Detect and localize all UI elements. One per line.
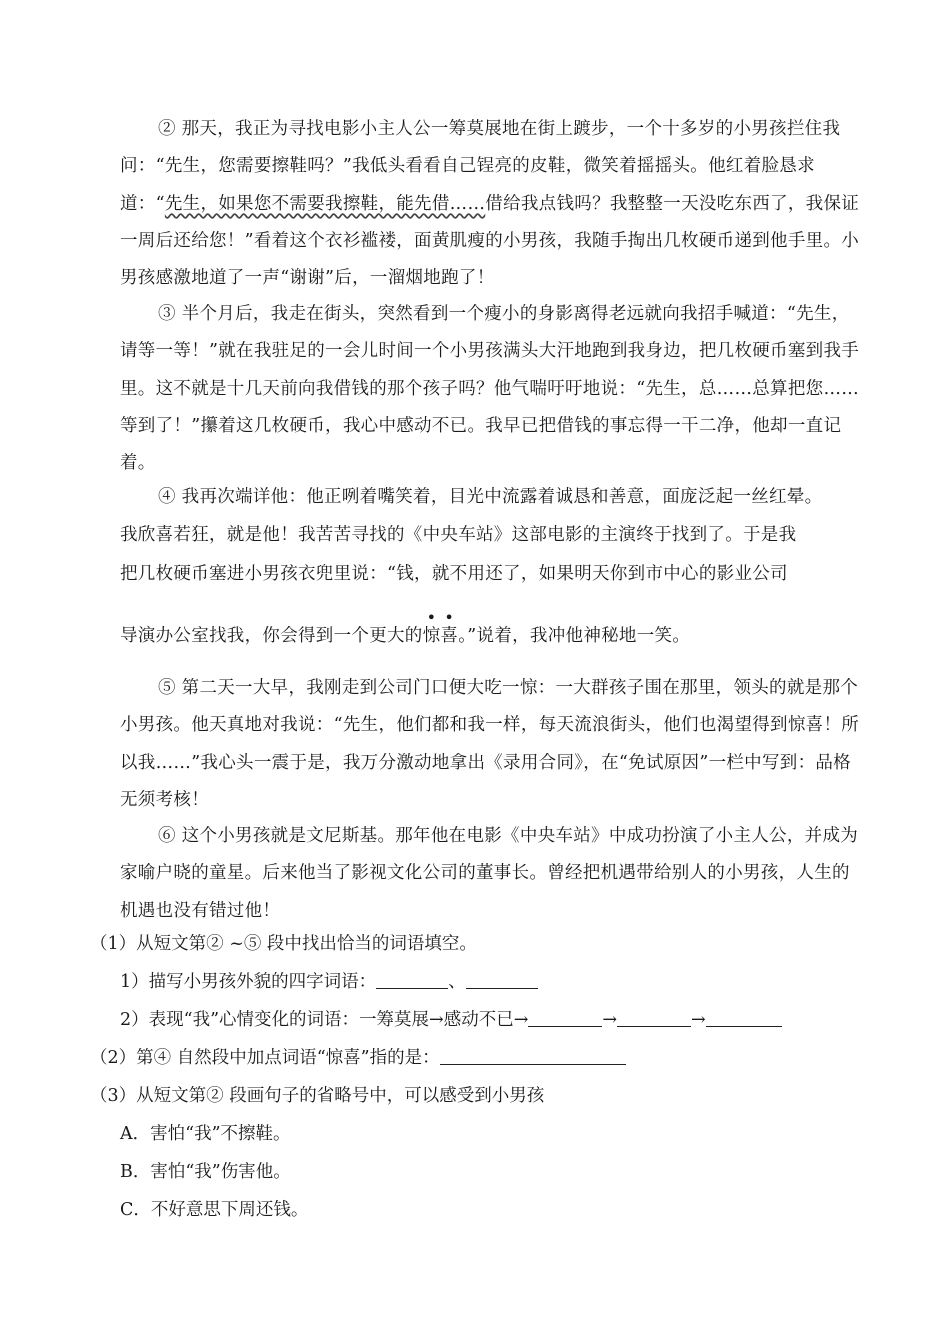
question-1-1 bbox=[120, 967, 538, 997]
answer-blank-3[interactable] bbox=[528, 1008, 602, 1027]
paragraph-4-line-4-after: 。”说着，我冲他神秘地一笑。 bbox=[458, 626, 691, 646]
wavy-underlined-sentence: 先生，如果您不需要我擦鞋，能先借…… bbox=[164, 193, 486, 214]
emphasis-dot-2: • bbox=[444, 608, 455, 627]
answer-blank-1[interactable] bbox=[376, 970, 448, 989]
question-1-1-label: 1）描写小男孩外貌的四字词语： bbox=[120, 972, 377, 992]
paragraph-6: ⑥ 这个小男孩就是文尼斯基。那年他在电影《中央车站》中成功扮演了小主人公，并成为家喻户晓的童星。后来他当了影视文化公司的董事长。曾经把机遇带给别人的小男孩，人生的机遇也没有错过他！ bbox=[120, 826, 859, 921]
question-3: （3）从短文第② 段画句子的省略号中，可以感受到小男孩 bbox=[90, 1086, 545, 1106]
answer-blank-6[interactable] bbox=[440, 1046, 626, 1065]
paragraph-4-line-1: ④ 我再次端详他：他正咧着嘴笑着，目光中流露着诚恳和善意，面庞泛起一丝红晕。 bbox=[158, 487, 823, 507]
dotted-char-2: 喜 bbox=[440, 626, 459, 646]
arrow-1: → bbox=[602, 1010, 618, 1030]
paragraph-2 bbox=[120, 111, 865, 297]
question-2-label: （2）第④ 自然段中加点词语“惊喜”指的是： bbox=[90, 1048, 440, 1068]
dotted-char-1: 惊 bbox=[422, 626, 441, 646]
question-1-2 bbox=[120, 1005, 782, 1035]
answer-blank-2[interactable] bbox=[466, 970, 538, 989]
option-b[interactable]: B．害怕“我”伤害他。 bbox=[120, 1162, 291, 1182]
option-a[interactable]: A．害怕“我”不擦鞋。 bbox=[120, 1124, 291, 1144]
blank-separator: 、 bbox=[448, 972, 466, 992]
paragraph-4-line-3: 把几枚硬币塞进小男孩衣兜里说：“钱，就不用还了，如果明天你到市中心的影业公司 bbox=[120, 564, 788, 584]
answer-blank-4[interactable] bbox=[617, 1008, 691, 1027]
paragraph-2-text-before: ② 那天，我正为寻找电影小主人公一筹莫展地在街上踱步，一个十多岁的小男孩拦住我问：“先生，您需要擦鞋吗？”我低头看看自己锃亮的皮鞋，微笑着摇摇头。他红着脸恳求道：“ bbox=[120, 119, 841, 214]
dotted-word-xi bbox=[440, 608, 459, 646]
question-1-2-label: 2）表现“我”心情变化的词语：一筹莫展→感动不已→ bbox=[120, 1010, 529, 1030]
paragraph-2-text-after: 借给我点钱吗？我整整一天没吃东西了，我保证一周后还给您！”看着这个衣衫褴褛，面黄肌瘦的小男孩，我随手掏出几枚硬币递到他手里。小男孩感激地道了一声“谢谢”后，一溜烟地跑了！ bbox=[120, 193, 860, 289]
emphasis-dot-1: • bbox=[426, 608, 437, 627]
question-2 bbox=[90, 1043, 626, 1073]
dotted-word-jing bbox=[422, 608, 441, 646]
question-1: （1）从短文第② ~⑤ 段中找出恰当的词语填空。 bbox=[90, 934, 477, 954]
answer-blank-5[interactable] bbox=[706, 1008, 782, 1027]
option-c[interactable]: C．不好意思下周还钱。 bbox=[120, 1200, 309, 1220]
arrow-2: → bbox=[691, 1010, 706, 1030]
paragraph-3: ③ 半个月后，我走在街头，突然看到一个瘦小的身影离得老远就向我招手喊道：“先生，请等一等！”就在我驻足的一会儿时间一个小男孩满头大汗地跑到我身边，把几枚硬币塞到我手里。这不就是十几天前向我借钱的那个孩子吗？他气喘吁吁地说：“先生，总……总算把您……等到了！”攥着这几枚硬币，我心中感动不已。我早已把借钱的事忘得一干二净，他却一直记着。 bbox=[120, 304, 860, 474]
paragraph-4-line-2: 我欣喜若狂，就是他！我苦苦寻找的《中央车站》这部电影的主演终于找到了。于是我 bbox=[120, 525, 797, 545]
paragraph-4-line-4 bbox=[120, 608, 691, 651]
paragraph-4-line-4-before: 导演办公室找我，你会得到一个更大的 bbox=[120, 626, 423, 646]
paragraph-5: ⑤ 第二天一大早，我刚走到公司门口便大吃一惊：一大群孩子围在那里，领头的就是那个小男孩。他天真地对我说：“先生，他们都和我一样，每天流浪街头，他们也渴望得到惊喜！所以我……”我心头一震于是，我万分激动地拿出《录用合同》，在“免试原因”一栏中写到：品格无须考核！ bbox=[120, 678, 860, 810]
